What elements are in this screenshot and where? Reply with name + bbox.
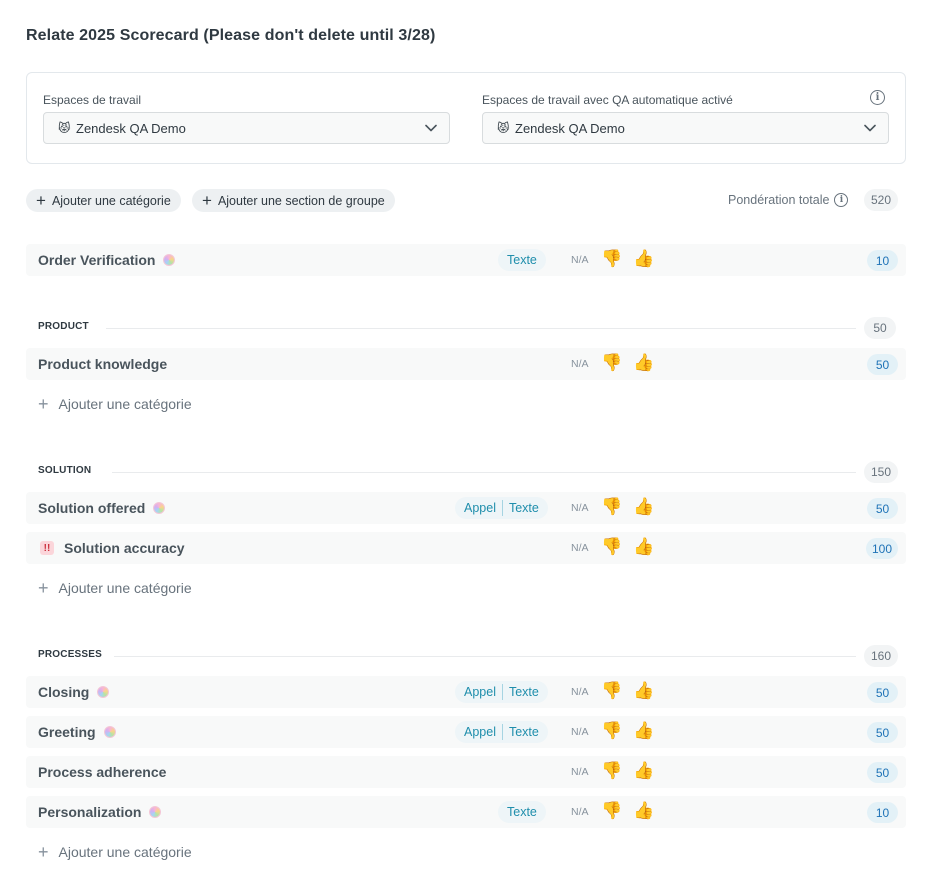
ai-sparkle-icon [104,726,116,738]
channel-badges [455,681,548,703]
channel-call-badge: Appel [464,725,496,739]
channel-call-badge: Appel [464,685,496,699]
category-weight[interactable]: 50 [867,762,898,783]
thumbs-down-icon[interactable]: 👎 [601,681,623,700]
thumbs-up-icon[interactable]: 👍 [633,721,655,740]
thumbs-down-icon[interactable]: 👎 [601,721,623,740]
auto-qa-workspace-value: Zendesk QA Demo [515,120,625,136]
category-row[interactable] [26,532,906,564]
add-group-section-label: Ajouter une section de groupe [217,193,385,208]
add-category-label: Ajouter une catégorie [58,844,192,860]
add-category-label: Ajouter une catégorie [58,396,192,412]
thumbs-up-icon[interactable]: 👍 [633,801,655,820]
total-weight [728,193,848,207]
na-option[interactable]: N/A [571,726,589,738]
thumbs-up-icon[interactable]: 👍 [633,681,655,700]
add-category-link[interactable] [38,578,192,598]
section-total: 150 [864,461,898,483]
channel-separator [502,500,503,516]
na-option[interactable]: N/A [571,806,589,818]
workspace-emoji-icon: 😾 [497,121,510,135]
section-total: 50 [864,317,896,339]
category-row[interactable] [26,796,906,828]
thumbs-up-icon[interactable]: 👍 [633,353,655,372]
channel-badges [455,497,548,519]
page-title: Relate 2025 Scorecard (Please don't delete until 3/28) [26,27,436,44]
auto-qa-workspace-field [482,92,889,144]
category-weight[interactable]: 10 [867,802,898,823]
add-category-label: Ajouter une catégorie [58,580,192,596]
ai-sparkle-icon [97,686,109,698]
category-name: Greeting [38,724,96,740]
thumbs-down-icon[interactable]: 👎 [601,249,623,268]
category-name: Product knowledge [38,356,168,372]
chevron-down-icon [864,124,876,132]
thumbs-down-icon[interactable]: 👎 [601,761,623,780]
total-weight-label: Pondération totale [728,193,830,207]
category-name: Solution accuracy [64,540,185,556]
na-option[interactable]: N/A [571,502,589,514]
workspace-card [26,72,906,164]
na-option[interactable]: N/A [571,542,589,554]
channel-separator [502,724,503,740]
category-name: Solution offered [38,500,146,516]
channel-badges [498,801,546,823]
plus-icon: + [36,191,46,210]
thumbs-up-icon[interactable]: 👍 [633,249,655,268]
section-title: PROCESSES [38,649,112,660]
add-category-link[interactable] [38,842,192,862]
auto-qa-workspace-select[interactable] [482,112,889,144]
plus-icon: + [202,191,212,210]
ai-sparkle-icon [153,502,165,514]
channel-separator [502,684,503,700]
category-row[interactable] [26,676,906,708]
chevron-down-icon [425,124,437,132]
section-header [26,461,906,483]
channel-text-badge: Texte [508,725,539,739]
info-icon[interactable]: i [834,193,848,207]
category-row[interactable] [26,492,906,524]
category-row[interactable] [26,348,906,380]
category-name: Order Verification [38,252,156,268]
category-name: Personalization [38,804,142,820]
auto-qa-workspace-label: Espaces de travail avec QA automatique activé [482,93,733,107]
section-header [26,317,906,339]
workspace-select[interactable] [43,112,450,144]
category-name-cell [38,756,166,788]
ai-sparkle-icon [163,254,175,266]
section-divider [112,472,856,473]
thumbs-down-icon[interactable]: 👎 [601,537,623,556]
category-weight[interactable]: 10 [867,250,898,271]
na-option[interactable]: N/A [571,766,589,778]
category-row[interactable] [26,716,906,748]
category-weight[interactable]: 50 [867,682,898,703]
info-icon[interactable]: i [870,90,885,105]
category-weight[interactable]: 50 [867,354,898,375]
category-name-cell [38,348,167,380]
workspace-emoji-icon: 😾 [58,121,71,135]
add-category-label: Ajouter une catégorie [51,193,171,208]
thumbs-up-icon[interactable]: 👍 [633,537,655,556]
plus-icon: + [38,578,49,598]
category-name-cell [38,244,175,276]
section-total: 160 [864,645,898,667]
workspace-field [43,92,450,144]
channel-text-badge: Texte [508,685,539,699]
category-name-cell [38,796,161,828]
workspace-label: Espaces de travail [43,93,142,107]
category-weight[interactable]: 50 [867,722,898,743]
add-group-section-button[interactable] [192,189,395,212]
category-name: Closing [38,684,90,700]
na-option[interactable]: N/A [571,254,589,266]
add-category-link[interactable] [38,394,192,414]
category-name-cell [38,492,165,524]
category-row[interactable] [26,756,906,788]
channel-call-badge: Appel [464,501,496,515]
channel-badges [455,721,548,743]
plus-icon: + [38,842,49,862]
add-category-button[interactable] [26,189,181,212]
thumbs-up-icon[interactable]: 👍 [633,497,655,516]
thumbs-up-icon[interactable]: 👍 [633,761,655,780]
na-option[interactable]: N/A [571,686,589,698]
plus-icon: + [38,394,49,414]
section-divider [114,656,856,657]
category-name-cell [38,716,116,748]
critical-icon: !! [40,541,54,555]
total-weight-value: 520 [864,189,898,211]
section-header [26,645,906,667]
category-name: Process adherence [38,764,167,780]
channel-text-badge: Texte [508,501,539,515]
category-row[interactable] [26,244,906,276]
category-name-cell [38,676,109,708]
section-title: PRODUCT [38,321,99,332]
ai-sparkle-icon [149,806,161,818]
section-divider [106,328,856,329]
channel-badges [498,249,546,271]
na-option[interactable]: N/A [571,358,589,370]
thumbs-down-icon[interactable]: 👎 [601,497,623,516]
thumbs-down-icon[interactable]: 👎 [601,353,623,372]
category-weight[interactable]: 100 [866,538,898,559]
channel-text-badge: Texte [507,805,537,819]
workspace-value: Zendesk QA Demo [76,120,186,136]
category-weight[interactable]: 50 [867,498,898,519]
section-title: SOLUTION [38,465,101,476]
channel-text-badge: Texte [507,253,537,267]
category-name-cell [38,532,185,564]
thumbs-down-icon[interactable]: 👎 [601,801,623,820]
